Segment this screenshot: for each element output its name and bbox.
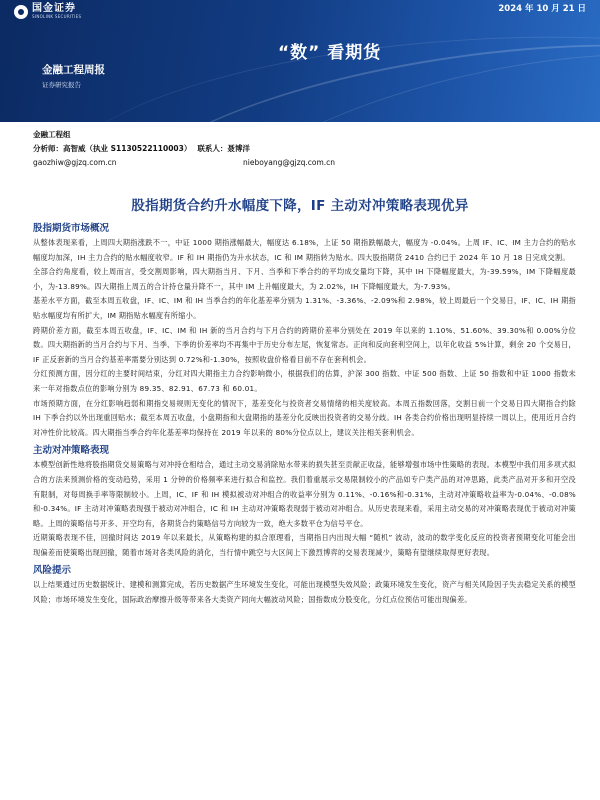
paragraph: 分红预测方面，因分红的主要时间结束，分红对四大期指主力合约影响微小，根据我们的估算，沪深 300 指数、中证 500 指数、上证 50 指数和中证 1000 指数未来一年对指数点位的影响分别为 89.35、82.91、67.73 和 60.01。 — [33, 369, 576, 393]
section-heading-hedge-strategy: 主动对冲策略表现 — [33, 445, 110, 457]
banner-title: “数” 看期货 — [278, 43, 382, 63]
analyst-email[interactable]: gaozhiw@gjzq.com.cn — [33, 158, 117, 167]
paragraph: 全部合约角度看，较上周而言，受交割周影响，四大期指当月、下月、当季和下季合约的平均成交量均下降，其中 IH 下降幅度最大，为-39.59%，IM 下降幅度最小，为-13.89%。四大期指上周五的合计持仓量升降不一，其中 IM 上升幅度最大，为 2.02%，IH 下降幅度最大，为-7.93%。 — [33, 267, 576, 291]
report-date: 2024 年 10 月 21 日 — [498, 4, 586, 14]
paragraph: 本模型创新性地将股指期货交易策略与对冲持仓相结合，通过主动交易消除贴水带来的损失甚至贡献正收益，能够增强市场中性策略的表现。本模型中我们用多项式拟合的方法来预测价格的变动趋势，采用 1 分钟的价格频率来进行拟合和监控。我们着重展示交易限制较小的产品如专户类产品的对冲思路，此类产品对开多和开空没有限制，对每周换手率等限制较小。上周，IC、IF 和 IH 模拟被动对冲组合的收益率分别为 0.11%、-0.16%和-0.31%，主动对冲策略收益率为-0.04%、-0.08%和-0.34%。IF 主动对冲策略表现强于被动对冲组合，IC 和 IH 主动对冲策略表现弱于被动对冲组合。从历史表现来看，采用主动交易的对冲策略表现优于被动对冲策略。上周的策略信号开多、开空均有，各期货合约策略信号方向较为一致，绝大多数平仓为信号平仓。 — [33, 460, 576, 528]
report-body — [33, 218, 576, 608]
paragraph: 从整体表现来看，上周四大期指涨跌不一，中证 1000 期指涨幅最大，幅度达 6.18%，上证 50 期指跌幅最大，幅度为 -0.04%。上周 IF、IC、IM 主力合约的贴水幅度均加深，IH 主力合约的贴水幅度收窄。IF 和 IH 期指仍为升水状态，IC 和 IM 期指转为贴水。四大股指期货 2410 合约已于 2024 年 10 月 18 日完成交割。 — [33, 238, 576, 262]
logo-name-cn: 国金证券 — [32, 3, 76, 14]
contact-email[interactable]: nieboyang@gjzq.com.cn — [243, 158, 336, 167]
paragraph: 市场预期方面，在分红影响趋弱和期指交易规则无变化的情况下，基差变化与投资者交易情绪的相关度较高。本周五指数回落，交割日前一个交易日四大期指合约除 IH 下季合约以外出现重回贴水；截至本周五收盘，小盘期指和大盘期指的基差分化反映出投资者的交易分歧。IH 各类合约价格出现明显持续一周以上，使用近月合约对冲性价比较高。四大期指当季合约年化基差率均保持在 2019 年以来的 80%分位点以上，建议关注相关套利机会。 — [33, 398, 576, 437]
team-name: 金融工程组 — [33, 130, 71, 139]
header-banner — [0, 0, 600, 122]
report-title: 股指期货合约升水幅度下降，IF 主动对冲策略表现优异 — [131, 198, 469, 214]
report-type: 金融工程周报 — [42, 64, 105, 76]
report-subtype: 证券研究报告 — [42, 81, 81, 89]
section-heading-market-overview: 股指期货市场概况 — [33, 223, 110, 234]
section-heading-risk-warning: 风险提示 — [33, 565, 72, 577]
contact-label: 联系人： — [197, 144, 228, 153]
contact-name: 聂博洋 — [227, 144, 250, 153]
analyst-label: 分析师： — [33, 144, 63, 153]
company-logo — [14, 4, 81, 19]
logo-name-en: SINOLINK SECURITIES — [32, 14, 82, 19]
analyst-info — [33, 128, 336, 170]
paragraph: 近期策略表现不佳，回撤时间达 2019 年以来最长，从策略构建的拟合原理看，当期指日内出现大幅 “随机” 波动，波动的数学变化反应的投资者预期变化可能会出现偏差而使策略出现回撤，随着市场对各类风险的消化，当行情中跳空与大区间上下激烈博弈的交易表现减少，策略有望继续取得更好表现。 — [33, 533, 576, 557]
paragraph: 以上结果通过历史数据统计、建模和测算完成，若历史数据产生环境发生变化，可能出现模型失效风险；政策环境发生变化，资产与相关风险因子失去稳定关系的模型风险；市场环境发生变化，国际政治摩擦升级等带来各大类资产同向大幅波动风险；国指数成分股变化，分红点位预估可能出现偏差。 — [33, 580, 576, 605]
paragraph: 基差水平方面，截至本周五收盘，IF、IC、IM 和 IH 当季合约的年化基差率分别为 1.31%、-3.36%、-2.09%和 2.98%，较上周最后一个交易日，IF、IC、IH 期指贴水幅度均有所扩大，IM 期指贴水幅度有所缩小。 — [33, 296, 576, 320]
paragraph: 跨期价差方面，截至本周五收盘，IF、IC、IM 和 IH 新的当月合约与下月合约的跨期价差率分别处在 2019 年以来的 1.10%、51.60%、39.30%和 0.00%分位数。四大期指新的当月合约与下月、当季、下季的价差率均不再集中于历史分布左尾，恢复常态。正向和反向套利空间上，以年化收益 5%计算，剩余 20 个交易日，IF 正反套新的当月合约基差率需要分别达到 0.72%和-1.30%，按照收盘价格看目前不存在套利机会。 — [33, 325, 576, 364]
logo-icon — [14, 5, 28, 19]
analyst-name: 高智威（执业 S1130522110003） — [63, 144, 192, 153]
